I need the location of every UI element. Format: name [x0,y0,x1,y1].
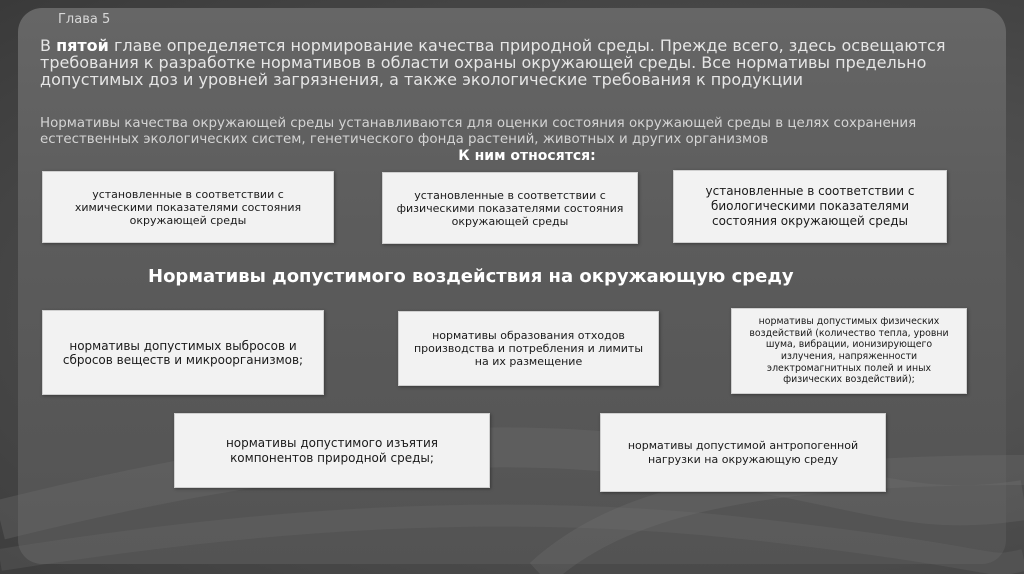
chapter-label: Глава 5 [58,12,111,27]
intro-paragraph [40,37,960,88]
impact-card-text: нормативы допустимых выбросов и сбросов веществ и микроорганизмов; [62,338,304,367]
quality-card-text: установленные в соответствии с биологическими показателями состояния окружающей среды [705,184,915,228]
impact-standards-title: Нормативы допустимого воздействия на окружающую среду [148,266,794,287]
quality-card-biological [673,170,947,243]
quality-card-text: установленные в соответствии с физическими показателями состояния окружающей среды [396,188,624,228]
they-include-heading: К ним относятся: [458,148,596,164]
quality-standards-paragraph: Нормативы качества окружающей среды устанавливаются для оценки состояния окружающей среды в целях сохранения естественных экологических систем, генетического фонда растений, животных и других организмов [40,116,917,147]
quality-card-chemical [42,171,334,243]
impact-card-waste [398,311,659,386]
impact-card-text: нормативы допустимой антропогенной нагрузки на окружающую среду [627,438,859,466]
impact-card-anthropogenic-load [600,413,886,492]
intro-rest: главе определяется нормирование качества природной среды. Прежде всего, здесь освещаются требования к разработке нормативов в области охраны окружающей среды. Все нормативы предельно допустимых доз и уровней загрязнения, а также экологические требования к продукции [40,36,946,89]
intro-bold-word: пятой [56,36,109,55]
intro-prefix: В [40,36,57,55]
impact-card-text: нормативы допустимых физических воздействий (количество тепла, уровни шума, вибрации, ионизирующего излучения, напряженности электромагнитных полей и иных физических воздействий); [749,316,949,386]
quality-card-text: установленные в соответствии с химическими показателями состояния окружающей среды [74,187,302,227]
impact-card-text: нормативы образования отходов производства и потребления и лимиты на их размещение [413,329,644,368]
impact-card-withdrawal [174,413,490,488]
impact-card-physical-effects [731,308,967,394]
impact-card-text: нормативы допустимого изъятия компонентов природной среды; [225,435,439,465]
quality-card-physical [382,172,638,244]
impact-card-emissions [42,310,324,395]
